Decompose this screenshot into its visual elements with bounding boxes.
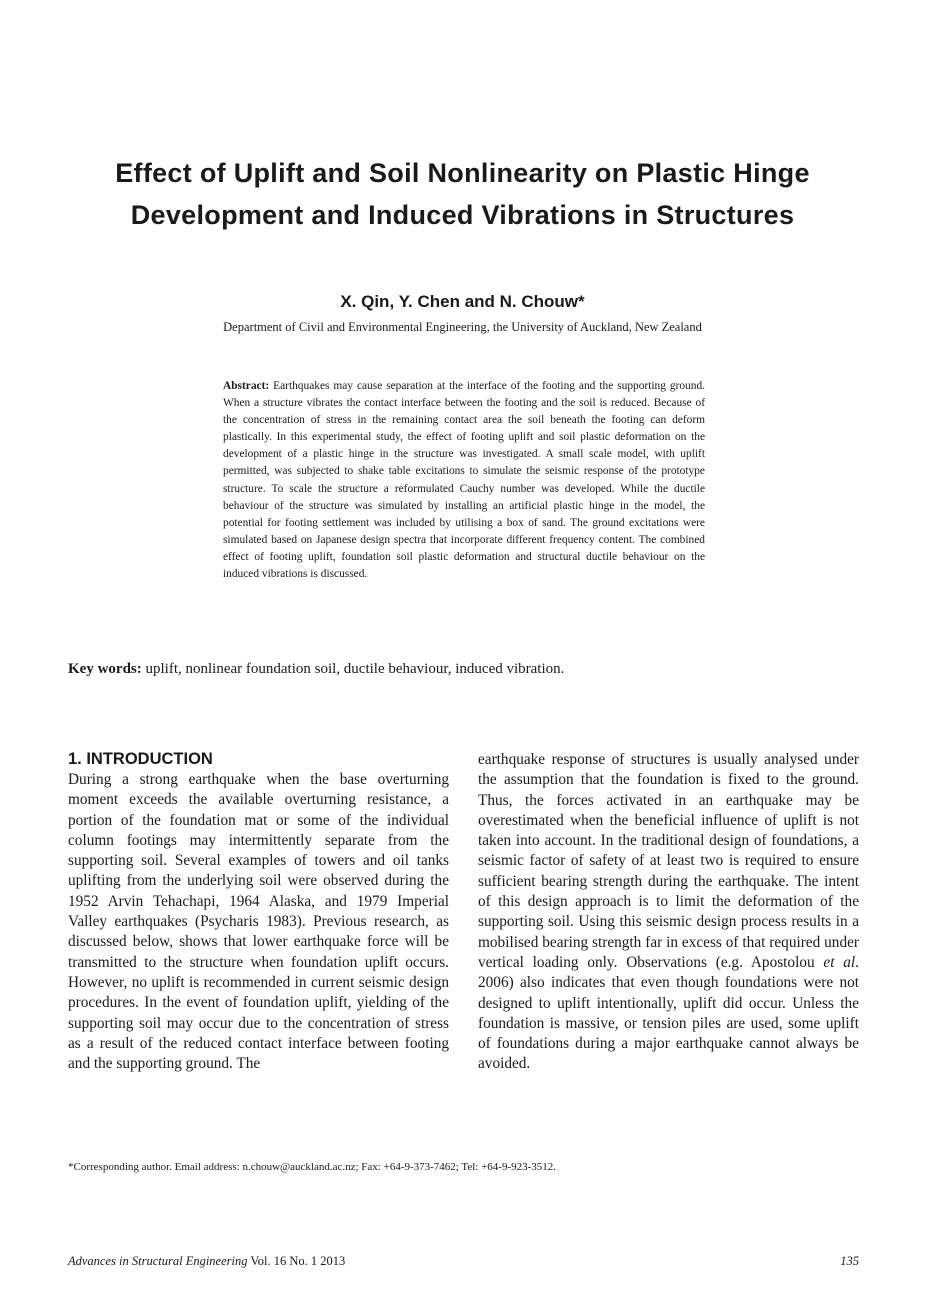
keywords: [68, 661, 858, 678]
keywords-text: uplift, nonlinear foundation soil, ductile behaviour, induced vibration.: [145, 661, 565, 677]
author-list: X. Qin, Y. Chen and N. Chouw*: [340, 292, 585, 311]
corresponding-author-footnote: *Corresponding author. Email address: n.chouw@auckland.ac.nz; Fax: +64-9-373-7462; Tel: +64-9-923-3512.: [68, 1161, 557, 1173]
journal-name: Advances in Structural Engineering: [68, 1254, 248, 1268]
journal-citation: [68, 1254, 345, 1269]
keywords-label: Key words:: [68, 661, 142, 677]
abstract: [223, 378, 705, 583]
abstract-text: Earthquakes may cause separation at the interface of the footing and the supporting ground. When a structure vibrates the contact interface between the footing and the soil is reduced. Because of the concentration of stress in the remaining contact area the soil beneath the footing can deform plastically. In this experimental study, the effect of footing uplift and soil plastic deformation on the development of a plastic hinge in the structure was investigated. A small scale model, with uplift permitted, was subjected to shake table excitations to simulate the seismic response of the prototype structure. To scale the structure a reformulated Cauchy number was developed. While the ductile behaviour of the structure was simulated by installing an artificial plastic hinge in the model, the potential for footing settlement was included by utilising a box of sand. The ground excitations were simulated based on Japanese design spectra that incorporate different frequency content. The combined effect of footing uplift, foundation soil plastic deformation and structural ductile behaviour on the induced vibrations is discussed.: [223, 380, 705, 581]
right-column-text-a: earthquake response of structures is usually analysed under the assumption that the foundation is fixed to the ground. Thus, the forces activated in an earthquake may be overestimated when the beneficial influence of uplift is not taken into account. In the traditional design of foundations, a seismic factor of safety of at least two is required to ensure sufficient bearing strength during the earthquake. The intent of this design approach is to limit the deformation of the supporting soil. Using this seismic design process results in a mobilised bearing strength far in excess of that required under vertical loading only. Observations (e.g. Apostolou: [478, 751, 859, 971]
left-column: [68, 748, 449, 1074]
page-number: 135: [840, 1254, 859, 1268]
right-column-text-italic: et al: [823, 953, 856, 971]
journal-volume: Vol. 16 No. 1 2013: [250, 1254, 346, 1268]
right-column: [478, 750, 859, 1075]
affiliation: Department of Civil and Environmental Engineering, the University of Auckland, New Zealand: [223, 320, 702, 334]
right-column-text-b: . 2006) also indicates that even though foundations were not designed to uplift intentionally, uplift did occur. Unless the foundation is massive, or tension piles are used, some uplift of foundations during a major earthquake cannot always be avoided.: [478, 953, 859, 1073]
section-heading: 1. INTRODUCTION: [68, 750, 213, 768]
abstract-label: Abstract:: [223, 380, 270, 392]
paper-title: Effect of Uplift and Soil Nonlinearity on Plastic Hinge Development and Induced Vibrations in Structures: [115, 158, 810, 230]
left-column-text: During a strong earthquake when the base overturning moment exceeds the available overturning resistance, a portion of the foundation mat or some of the individual column footings may intermittently separate from the supporting soil. Several examples of towers and oil tanks uplifting from the underlying soil were observed during the 1952 Arvin Tehachapi, 1964 Alaska, and 1979 Imperial Valley earthquakes (Psycharis 1983). Previous research, as discussed below, shows that lower earthquake force will be transmitted to the structure when foundation uplift occurs. However, no uplift is recommended in current seismic design procedures. In the event of foundation uplift, yielding of the supporting soil may occur due to the concentration of stress as a result of the reduced contact interface between footing and the supporting ground. The: [68, 771, 449, 1073]
